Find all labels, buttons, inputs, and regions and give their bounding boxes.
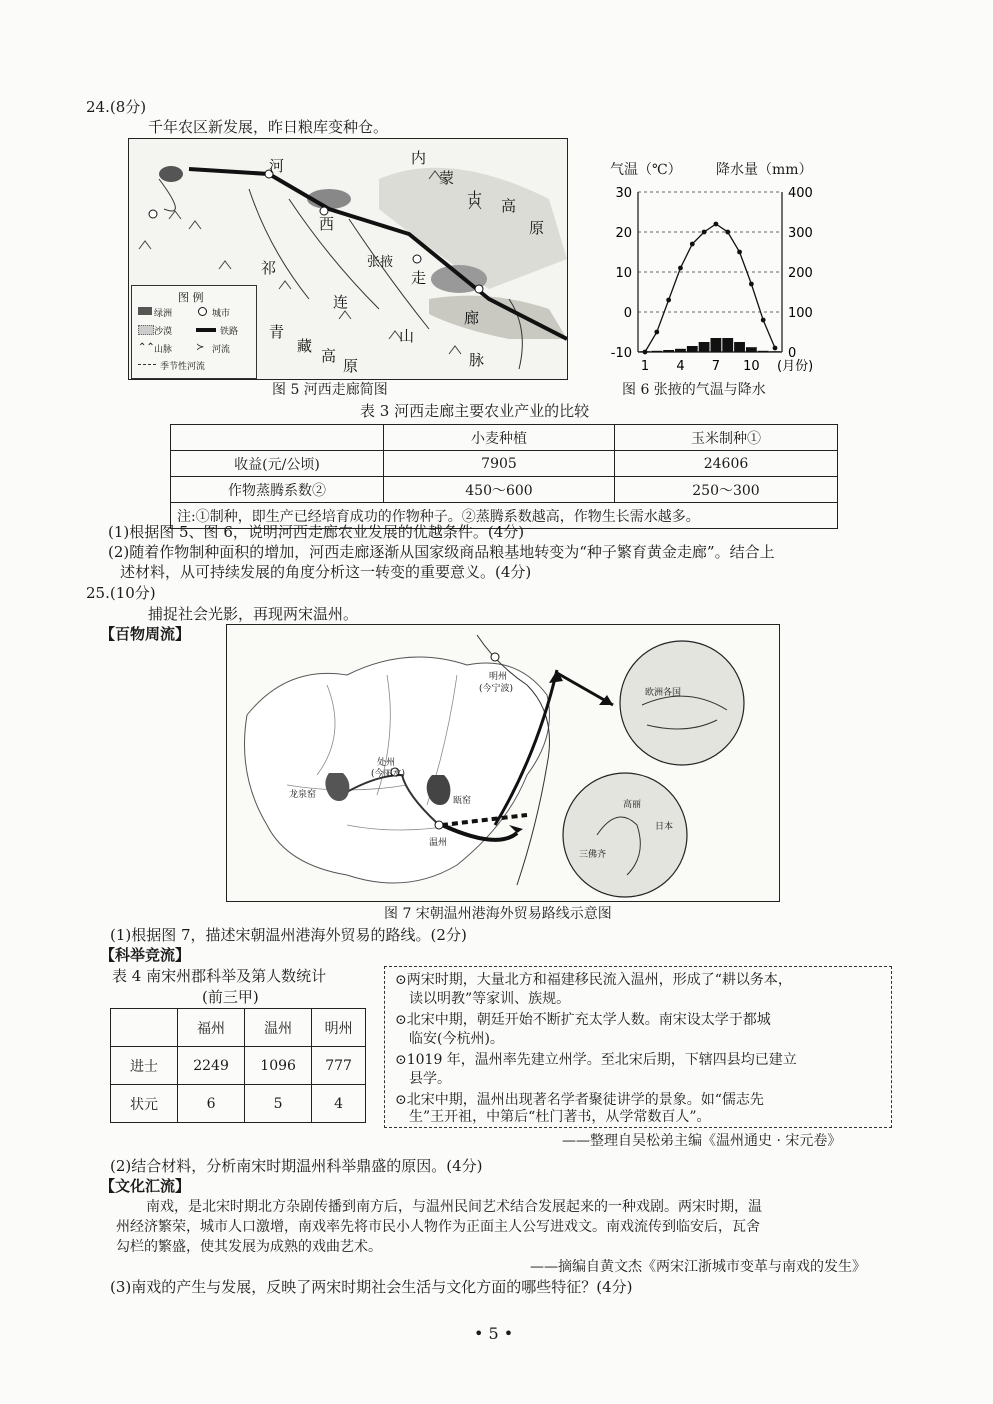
chart-x-unit: (月份)	[777, 359, 814, 374]
table4-subtitle: (前三甲)	[202, 988, 259, 1006]
fig7-ningbo: (今宁波)	[479, 684, 514, 694]
map-label-he: 河	[269, 157, 285, 175]
map-legend	[131, 285, 257, 379]
legend-seasonal-swatch	[138, 364, 156, 365]
trade-map-drawing	[227, 625, 779, 901]
table4-cell: 6	[178, 1085, 245, 1123]
legend-oasis: 绿洲	[154, 309, 173, 319]
temp-point	[702, 230, 707, 235]
section-baiwu: 【百物周流】	[100, 625, 191, 643]
precip-bar	[746, 347, 757, 352]
legend-mountain-icon: ⌃⌃	[138, 342, 155, 353]
q24-sub2-line2: 述材料，从可持续发展的角度分析这一转变的重要意义。(4分)	[120, 563, 532, 581]
table4-cell: 进士	[111, 1047, 178, 1085]
fig7-wenzhou: 温州	[429, 838, 448, 848]
section-keju: 【科举竞流】	[100, 946, 191, 964]
fig7-korea: 高丽	[623, 800, 642, 810]
legend-desert: 沙漠	[154, 327, 173, 337]
legend-city: 城市	[212, 309, 231, 319]
note-line: ⊙北宋中期，朝廷开始不断扩充太学人数。南宋设太学于都城	[395, 1012, 771, 1028]
map-label-qing: 青	[269, 323, 285, 341]
table3-cell: 450～600	[384, 477, 615, 503]
map-label-gu: 古	[467, 189, 483, 207]
table4-cell: 5	[245, 1085, 312, 1123]
legend-railway-swatch	[196, 328, 216, 332]
q25-sub2: (2)结合材料，分析南宋时期温州科举鼎盛的原因。(4分)	[110, 1157, 483, 1175]
precip-bar	[758, 351, 769, 352]
table3-cell: 收益(元/公顷)	[171, 451, 384, 477]
table4-header-cell	[111, 1009, 178, 1047]
map-label-lian: 连	[333, 293, 349, 311]
table3-cell: 24606	[615, 451, 838, 477]
table4-header-row	[111, 1009, 366, 1047]
page-number: • 5 •	[474, 1324, 514, 1343]
fig7-lishui: (今丽水)	[371, 769, 406, 779]
temp-point	[678, 266, 683, 271]
fig5-caption: 图 5 河西走廊简图	[272, 382, 388, 398]
chart-y2-tick-label: 200	[788, 266, 813, 281]
note-line: 生”王开祖，中第后“杜门著书，从学常数百人”。	[409, 1109, 711, 1125]
precip-bar	[722, 338, 733, 352]
temp-point	[773, 346, 778, 351]
table4-cell: 1096	[245, 1047, 312, 1085]
table3-title: 表 3 河西走廊主要农业产业的比较	[360, 402, 590, 420]
legend-seasonal: 季节性河流	[160, 362, 206, 372]
precip-bar	[734, 342, 745, 352]
precip-bar	[687, 346, 698, 352]
fig6-precip-label: 降水量（mm）	[716, 162, 813, 178]
climate-chart	[600, 180, 830, 380]
source-2: ——摘编自黄文杰《两宋江浙城市变革与南戏的发生》	[530, 1259, 866, 1275]
materials-box	[384, 966, 892, 1128]
map-label-yuan: 原	[529, 219, 545, 237]
temp-point	[725, 230, 730, 235]
fig7-longquan: 龙泉窑	[289, 790, 317, 800]
chart-y2-tick-label: 100	[788, 306, 813, 321]
legend-river-icon: ≻	[196, 342, 205, 353]
temp-point	[666, 298, 671, 303]
chart-y-tick-label: 30	[615, 186, 632, 201]
map-label-gao: 高	[501, 197, 517, 215]
temp-point	[737, 250, 742, 255]
chart-x-tick-label: 10	[743, 359, 760, 374]
temp-point	[749, 282, 754, 287]
legend-city-swatch	[198, 307, 207, 316]
chart-y-tick-label: -10	[610, 346, 632, 361]
table4-header-cell: 明州	[312, 1009, 366, 1047]
legend-river: 河流	[212, 345, 231, 355]
table4-cell: 777	[312, 1047, 366, 1085]
table-row	[171, 451, 838, 477]
table4	[110, 1008, 366, 1123]
note-line: 读以明教”等家训、族规。	[409, 991, 571, 1007]
legend-title: 图 例	[178, 291, 204, 304]
note-line: ⊙两宋时期，大量北方和福建移民流入温州，形成了“耕以务本，	[395, 972, 792, 988]
wenzhou-trade-map	[226, 624, 780, 902]
hexi-corridor-map	[128, 138, 568, 380]
temp-point	[714, 222, 719, 227]
note-line: 临安(今杭州)。	[409, 1031, 504, 1047]
q24-intro: 千年农区新发展，昨日粮库变种仓。	[148, 118, 389, 136]
para-line: 南戏，是北宋时期北方杂剧传播到南方后，与温州民间艺术结合发展起来的一种戏剧。两宋时期，温	[146, 1199, 762, 1215]
legend-railway: 铁路	[220, 327, 239, 337]
note-line: ⊙1019 年，温州率先建立州学。至北宋后期，下辖四县均已建立	[395, 1052, 797, 1068]
table3-header-cell: 玉米制种①	[615, 425, 838, 451]
table-row	[111, 1047, 366, 1085]
temp-point	[654, 330, 659, 335]
chart-y2-tick-label: 400	[788, 186, 813, 201]
chart-y-tick-label: 20	[615, 226, 632, 241]
q25-sub1: (1)根据图 7，描述宋朝温州港海外贸易的路线。(2分)	[110, 926, 467, 944]
table3-note: 注:①制种，即生产已经培育成功的作物种子。②蒸腾系数越高，作物生长需水越多。	[171, 503, 838, 529]
map-label-xi: 西	[319, 215, 335, 233]
map-label-nei: 内	[411, 149, 427, 167]
table3	[170, 424, 838, 529]
q25-intro: 捕捉社会光影，再现两宋温州。	[148, 605, 359, 623]
table-row	[171, 477, 838, 503]
fig7-caption: 图 7 宋朝温州港海外贸易路线示意图	[384, 906, 612, 922]
table4-cell: 状元	[111, 1085, 178, 1123]
precip-bar	[770, 351, 781, 352]
legend-desert-swatch	[138, 325, 154, 335]
source-1: ——整理自吴松弟主编《温州通史 · 宋元卷》	[562, 1133, 842, 1149]
q24-header: 24.(8分)	[86, 98, 147, 116]
fig7-mingzhou: 明州	[489, 672, 508, 682]
q25-header: 25.(10分)	[86, 584, 156, 602]
precip-bar	[651, 351, 662, 352]
para-line: 勾栏的繁盛，使其发展为成熟的戏曲艺术。	[116, 1239, 382, 1255]
para-line: 州经济繁荣，城市人口激增，南戏率先将市民小人物作为正面主人公写进戏文。南戏流传到临安后，瓦舍	[116, 1219, 760, 1235]
chart-x-tick-label: 7	[711, 359, 721, 374]
legend-oasis-swatch	[138, 307, 152, 315]
map-label-zhangye: 张掖	[367, 255, 394, 270]
map-label-mai: 脉	[469, 351, 485, 369]
chart-x-tick-label: 1	[640, 359, 650, 374]
temp-point	[643, 350, 648, 355]
temp-point	[690, 242, 695, 247]
fig6-caption: 图 6 张掖的气温与降水	[622, 382, 766, 398]
map-label-yuan2: 原	[343, 357, 359, 375]
precip-bar	[675, 349, 686, 352]
map-label-meng: 蒙	[439, 169, 455, 187]
table4-cell: 4	[312, 1085, 366, 1123]
q24-sub2-line1: (2)随着作物制种面积的增加，河西走廊逐渐从国家级商品粮基地转变为“种子繁育黄金走廊”。结合上	[108, 543, 775, 561]
temp-point	[761, 318, 766, 323]
fig7-europe: 欧洲各国	[645, 688, 682, 698]
table3-header-cell: 小麦种植	[384, 425, 615, 451]
fig6-temp-label: 气温（℃）	[610, 162, 682, 178]
table3-cell: 作物蒸腾系数②	[171, 477, 384, 503]
map-label-gao2: 高	[321, 347, 337, 365]
q25-sub3: (3)南戏的产生与发展，反映了两宋时期社会生活与文化方面的哪些特征？(4分)	[110, 1278, 633, 1296]
map-label-zang: 藏	[297, 337, 313, 355]
chart-x-tick-label: 4	[676, 359, 685, 374]
temp-line	[645, 224, 775, 352]
note-line: 县学。	[409, 1071, 451, 1087]
table4-header-cell: 温州	[245, 1009, 312, 1047]
precip-bar	[699, 342, 710, 352]
table3-cell: 250～300	[615, 477, 838, 503]
chart-y-tick-label: 0	[623, 306, 632, 321]
map-label-zou: 走	[411, 269, 427, 287]
map-label-qi: 祁	[261, 259, 277, 277]
table3-cell: 7905	[384, 451, 615, 477]
table4-header-cell: 福州	[178, 1009, 245, 1047]
map-label-lang: 廊	[464, 309, 480, 327]
note-line: ⊙北宋中期，温州出现著名学者聚徒讲学的景象。如“儒志先	[395, 1092, 764, 1108]
fig7-sanfoqi: 三佛齐	[579, 850, 607, 860]
legend-mountain: 山脉	[154, 345, 173, 355]
table4-cell: 2249	[178, 1047, 245, 1085]
table-row	[111, 1085, 366, 1123]
chart-y2-tick-label: 0	[788, 346, 797, 361]
fig7-ouyao: 瓯窑	[453, 796, 472, 806]
table3-header-row	[171, 425, 838, 451]
fig7-chuzhou: 处州	[377, 758, 396, 768]
section-wenhua: 【文化汇流】	[100, 1177, 191, 1195]
table3-header-cell	[171, 425, 384, 451]
precip-bar	[663, 350, 674, 352]
q24-sub1: (1)根据图 5、图 6，说明河西走廊农业发展的优越条件。(4分)	[108, 523, 525, 541]
chart-y2-tick-label: 300	[788, 226, 813, 241]
table4-title: 表 4 南宋州郡科举及第人数统计	[112, 967, 327, 985]
fig7-japan: 日本	[655, 822, 674, 832]
map-label-shan: 山	[399, 327, 415, 345]
precip-bar	[711, 338, 722, 352]
chart-y-tick-label: 10	[615, 266, 632, 281]
